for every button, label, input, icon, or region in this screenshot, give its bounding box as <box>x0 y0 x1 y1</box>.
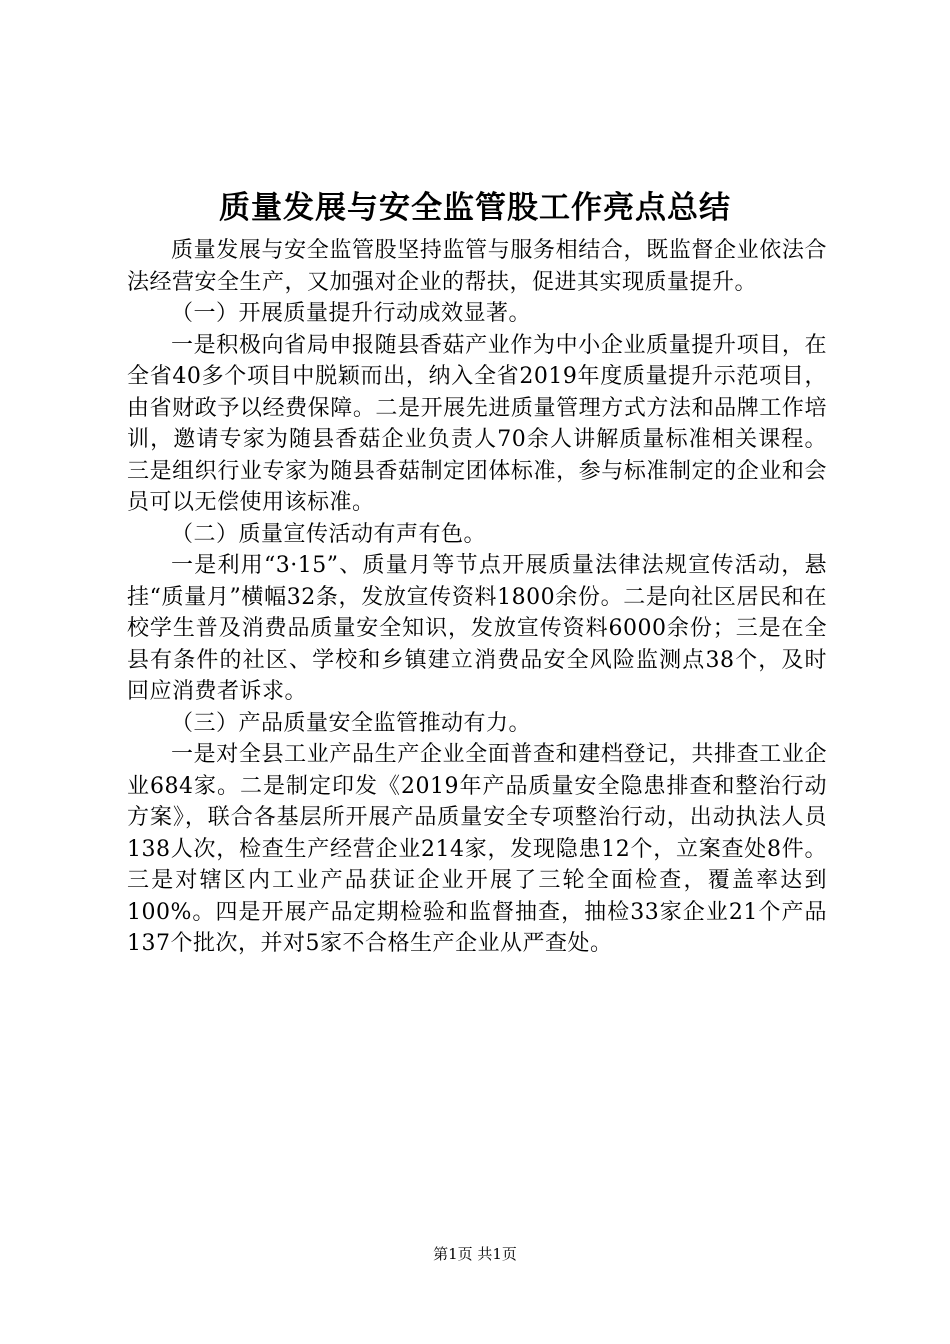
section-body-1: 一是积极向省局申报随县香菇产业作为中小企业质量提升项目，在全省40多个项目中脱颖而出，纳入全省2019年度质量提升示范项目，由省财政予以经费保障。二是开展先进质量管理方式方法和品牌工作培训，邀请专家为随县香菇企业负责人70余人讲解质量标准相关课程。三是组织行业专家为随县香菇制定团体标准，参与标准制定的企业和会员可以无偿使用该标准。 <box>127 332 827 515</box>
intro-paragraph: 质量发展与安全监管股坚持监管与服务相结合，既监督企业依法合法经营安全生产，又加强对企业的帮扶，促进其实现质量提升。 <box>127 238 827 295</box>
page-number-footer: 第1页 共1页 <box>433 1245 517 1263</box>
section-heading-1: （一）开展质量提升行动成效显著。 <box>171 301 532 326</box>
document-body <box>127 235 827 960</box>
section-body-2: 一是利用“3·15”、质量月等节点开展质量法律法规宣传活动，悬挂“质量月”横幅32条，发放宣传资料1800余份。二是向社区居民和在校学生普及消费品质量安全知识，发放宣传资料6000余份；三是在全县有条件的社区、学校和乡镇建立消费品安全风险监测点38个，及时回应消费者诉求。 <box>127 553 827 704</box>
section-heading-3: （三）产品质量安全监管推动有力。 <box>171 710 532 736</box>
document-title: 质量发展与安全监管股工作亮点总结 <box>219 190 731 226</box>
section-body-3: 一是对全县工业产品生产企业全面普查和建档登记，共排查工业企业684家。二是制定印发《2019年产品质量安全隐患排查和整治行动方案》，联合各基层所开展产品质量安全专项整治行动，出动执法人员138人次，检查生产经营企业214家，发现隐患12个，立案查处8件。三是对辖区内工业产品获证企业开展了三轮全面检查，覆盖率达到100%。四是开展产品定期检验和监督抽查，抽检33家企业21个产品137个批次，并对5家不合格生产企业从严查处。 <box>127 742 827 956</box>
section-heading-2: （二）质量宣传活动有声有色。 <box>171 521 487 547</box>
